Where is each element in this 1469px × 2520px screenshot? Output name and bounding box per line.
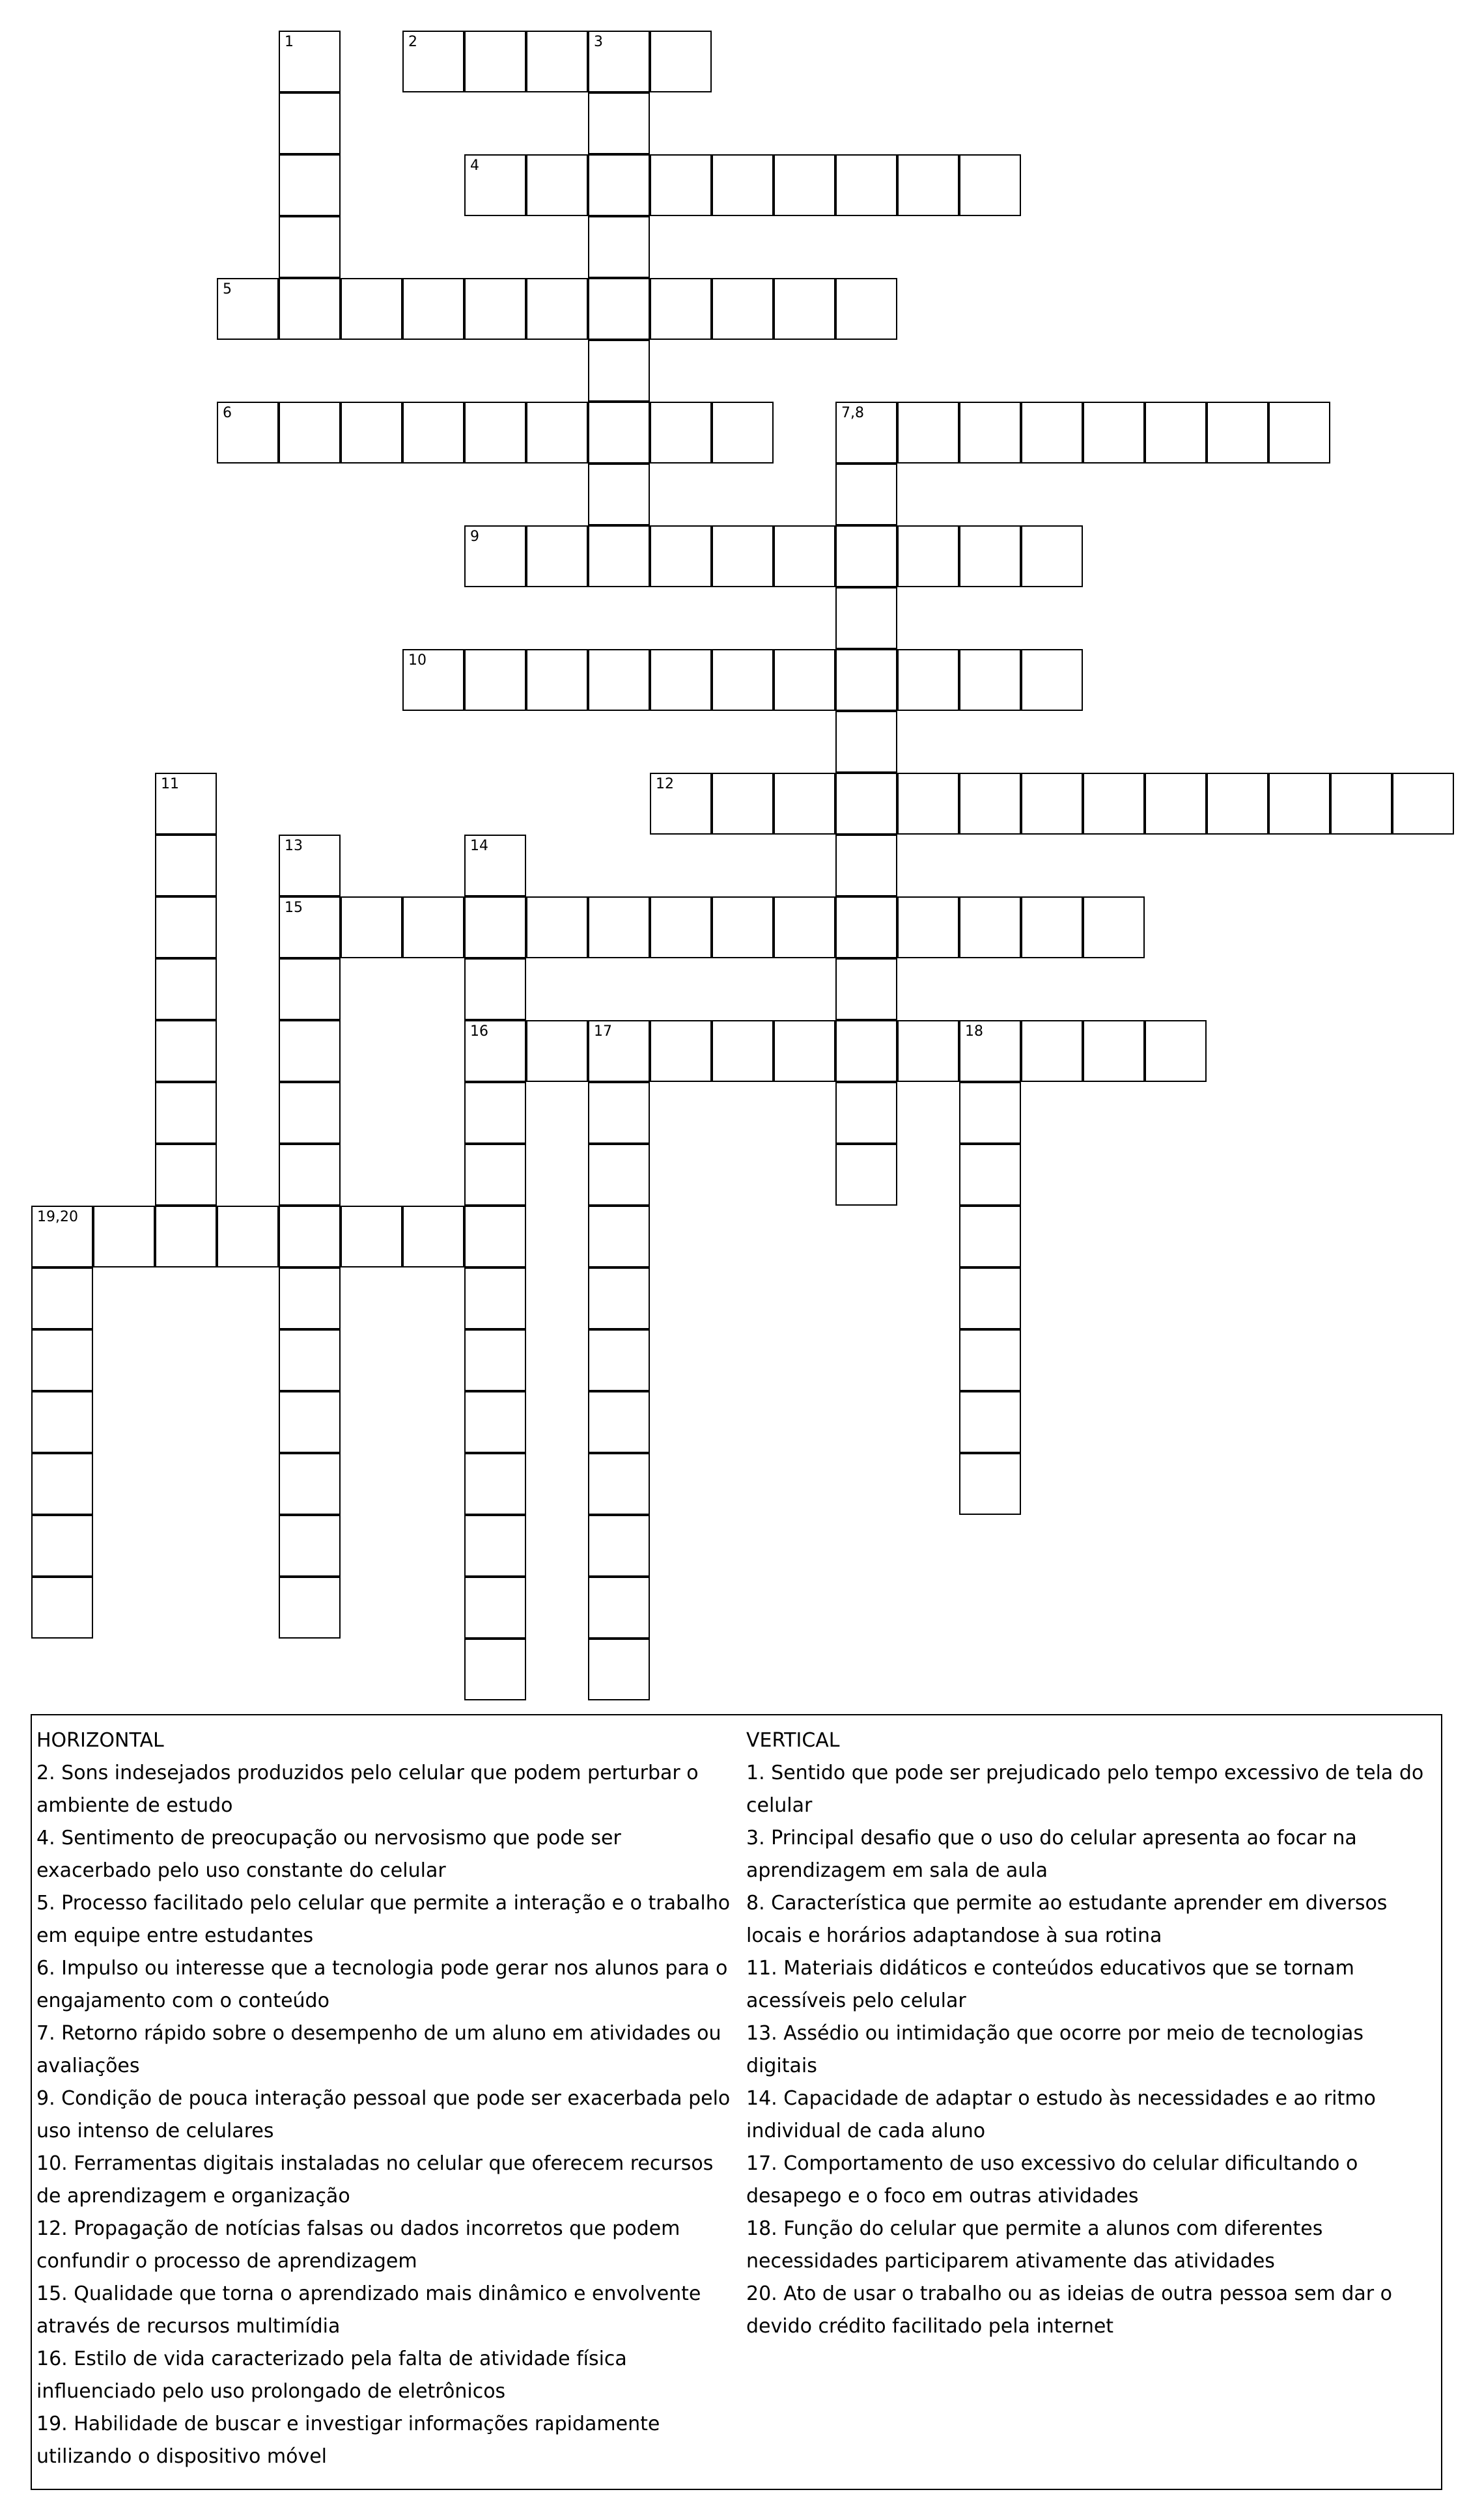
grid-cell[interactable]: [835, 649, 897, 711]
clue-h-4: 4. Sentimento de preocupação ou nervosismo que pode ser exacerbado pelo uso constante do celular: [36, 1827, 621, 1882]
grid-cell[interactable]: [279, 1329, 341, 1391]
clue-v-8: 8. Característica que permite ao estudante aprender em diversos locais e horários adaptandose à sua rotina: [746, 1892, 1388, 1947]
grid-cell[interactable]: [464, 1020, 526, 1082]
clue-h-2: 2. Sons indesejados produzidos pelo celular que podem perturbar o ambiente de estudo: [36, 1762, 699, 1817]
grid-cell[interactable]: [959, 1144, 1021, 1206]
grid-cell[interactable]: [526, 402, 588, 464]
grid-cell[interactable]: [835, 835, 897, 896]
grid-cell[interactable]: [588, 1020, 650, 1082]
grid-cell[interactable]: [588, 1515, 650, 1577]
grid-cell[interactable]: [464, 525, 526, 587]
grid-cell[interactable]: [835, 958, 897, 1020]
clue-number: 4: [470, 158, 479, 174]
grid-cell[interactable]: [897, 402, 959, 464]
grid-cell[interactable]: [897, 525, 959, 587]
grid-cell[interactable]: [279, 1453, 341, 1515]
grid-cell[interactable]: [650, 31, 712, 92]
grid-cell[interactable]: [155, 1020, 217, 1082]
grid-cell[interactable]: [835, 1082, 897, 1144]
grid-cell[interactable]: [464, 154, 526, 216]
grid-cell[interactable]: [1145, 773, 1207, 835]
grid-cell[interactable]: [1083, 773, 1145, 835]
grid-cell[interactable]: [712, 896, 774, 958]
grid-cell[interactable]: [402, 896, 464, 958]
clue-number: 9: [470, 529, 479, 545]
grid-cell[interactable]: [279, 1020, 341, 1082]
grid-cell[interactable]: [959, 1082, 1021, 1144]
clue-number: 3: [594, 34, 603, 50]
grid-cell[interactable]: [464, 1144, 526, 1206]
grid-cell[interactable]: [650, 278, 712, 340]
grid-cell[interactable]: [835, 464, 897, 525]
grid-cell[interactable]: [526, 649, 588, 711]
clue-number: 1: [285, 34, 294, 50]
grid-cell[interactable]: [774, 278, 835, 340]
grid-cell[interactable]: [1330, 773, 1392, 835]
clue-v-11: 11. Materiais didáticos e conteúdos educativos que se tornam acessíveis pelo celular: [746, 1957, 1354, 2012]
grid-cell[interactable]: [959, 525, 1021, 587]
grid-cell[interactable]: [835, 1020, 897, 1082]
grid-cell[interactable]: [31, 1267, 93, 1329]
grid-cell[interactable]: [1083, 402, 1145, 464]
grid-cell[interactable]: [464, 1206, 526, 1267]
grid-cell[interactable]: [588, 525, 650, 587]
grid-cell[interactable]: [959, 649, 1021, 711]
grid-cell[interactable]: [650, 896, 712, 958]
grid-cell[interactable]: [217, 278, 279, 340]
grid-cell[interactable]: [464, 1453, 526, 1515]
grid-cell[interactable]: [279, 896, 341, 958]
clue-number: 10: [408, 652, 427, 669]
clue-h-19: 19. Habilidade de buscar e investigar informações rapidamente utilizando o dispositivo móvel: [36, 2413, 660, 2468]
grid-cell[interactable]: [588, 1639, 650, 1700]
grid-cell[interactable]: [1083, 1020, 1145, 1082]
clue-h-5: 5. Processo facilitado pelo celular que permite a interação e o trabalho em equipe entre estudantes: [36, 1892, 731, 1947]
clue-number: 18: [965, 1023, 983, 1040]
grid-cell[interactable]: [774, 649, 835, 711]
clue-v-1: 1. Sentido que pode ser prejudicado pelo tempo excessivo de tela do celular: [746, 1762, 1424, 1817]
grid-cell[interactable]: [526, 525, 588, 587]
clue-h-6: 6. Impulso ou interesse que a tecnologia pode gerar nos alunos para o engajamento com o conteúdo: [36, 1957, 728, 2012]
grid-cell[interactable]: [835, 154, 897, 216]
grid-cell[interactable]: [526, 1020, 588, 1082]
clue-h-10: 10. Ferramentas digitais instaladas no celular que oferecem recursos de aprendizagem e organização: [36, 2152, 714, 2208]
grid-cell[interactable]: [526, 154, 588, 216]
grid-cell[interactable]: [897, 649, 959, 711]
grid-cell[interactable]: [279, 1267, 341, 1329]
grid-cell[interactable]: [464, 649, 526, 711]
grid-cell[interactable]: [402, 402, 464, 464]
grid-cell[interactable]: [464, 1082, 526, 1144]
grid-cell[interactable]: [279, 1577, 341, 1639]
grid-cell[interactable]: [279, 1082, 341, 1144]
grid-cell[interactable]: [959, 402, 1021, 464]
grid-cell[interactable]: [155, 835, 217, 896]
grid-cell[interactable]: [1021, 1020, 1083, 1082]
grid-cell[interactable]: [402, 1206, 464, 1267]
clue-h-9: 9. Condição de pouca interação pessoal que pode ser exacerbada pelo uso intenso de celulares: [36, 2087, 731, 2142]
grid-cell[interactable]: [279, 1391, 341, 1453]
grid-cell[interactable]: [1392, 773, 1454, 835]
grid-cell[interactable]: [774, 1020, 835, 1082]
clue-number: 7,8: [841, 405, 864, 421]
grid-cell[interactable]: [1268, 773, 1330, 835]
grid-cell[interactable]: [341, 896, 402, 958]
grid-cell[interactable]: [155, 1144, 217, 1206]
grid-cell[interactable]: [31, 1453, 93, 1515]
grid-cell[interactable]: [588, 1206, 650, 1267]
grid-cell[interactable]: [774, 154, 835, 216]
grid-cell[interactable]: [464, 958, 526, 1020]
grid-cell[interactable]: [959, 1206, 1021, 1267]
grid-cell[interactable]: [279, 1515, 341, 1577]
grid-cell[interactable]: [341, 278, 402, 340]
grid-cell[interactable]: [897, 896, 959, 958]
grid-cell[interactable]: [835, 711, 897, 773]
grid-cell[interactable]: [588, 1329, 650, 1391]
grid-cell[interactable]: [217, 1206, 279, 1267]
grid-cell[interactable]: [464, 402, 526, 464]
clue-number: 2: [408, 34, 417, 50]
clue-number: 16: [470, 1023, 488, 1040]
grid-cell[interactable]: [464, 896, 526, 958]
grid-cell[interactable]: [835, 587, 897, 649]
grid-cell[interactable]: [279, 1206, 341, 1267]
grid-cell[interactable]: [959, 1453, 1021, 1515]
grid-cell[interactable]: [155, 773, 217, 835]
clue-number: 17: [594, 1023, 612, 1040]
grid-cell[interactable]: [1021, 525, 1083, 587]
grid-cell[interactable]: [155, 1082, 217, 1144]
clue-number: 13: [285, 838, 303, 854]
grid-cell[interactable]: [835, 1144, 897, 1206]
grid-cell[interactable]: [650, 1020, 712, 1082]
grid-cell[interactable]: [712, 154, 774, 216]
grid-cell[interactable]: [1021, 896, 1083, 958]
clue-v-18: 18. Função do celular que permite a alunos com diferentes necessidades participarem ativamente das atividades: [746, 2217, 1323, 2273]
grid-cell[interactable]: [588, 649, 650, 711]
grid-cell[interactable]: [464, 1515, 526, 1577]
grid-cell[interactable]: [1021, 773, 1083, 835]
clue-v-14: 14. Capacidade de adaptar o estudo às necessidades e ao ritmo individual de cada aluno: [746, 2087, 1376, 2142]
grid-cell[interactable]: [1083, 896, 1145, 958]
grid-cell[interactable]: [650, 649, 712, 711]
grid-cell[interactable]: [712, 1020, 774, 1082]
grid-cell[interactable]: [341, 402, 402, 464]
clue-h-12: 12. Propagação de notícias falsas ou dados incorretos que podem confundir o processo de aprendizagem: [36, 2217, 680, 2273]
clue-number: 14: [470, 838, 488, 854]
grid-cell[interactable]: [650, 773, 712, 835]
clue-number: 6: [223, 405, 232, 421]
grid-cell[interactable]: [464, 1391, 526, 1453]
grid-cell[interactable]: [588, 92, 650, 154]
clue-v-3: 3. Principal desafio que o uso do celular apresenta ao focar na aprendizagem em sala de aula: [746, 1827, 1357, 1882]
grid-cell[interactable]: [835, 402, 897, 464]
grid-cell[interactable]: [526, 31, 588, 92]
grid-cell[interactable]: [464, 1577, 526, 1639]
grid-cell[interactable]: [279, 154, 341, 216]
grid-cell[interactable]: [464, 1267, 526, 1329]
clue-v-20: 20. Ato de usar o trabalho ou as ideias de outra pessoa sem dar o devido crédito facilitado pela internet: [746, 2282, 1392, 2338]
grid-cell[interactable]: [588, 1453, 650, 1515]
grid-cell[interactable]: [650, 154, 712, 216]
grid-cell[interactable]: [1021, 402, 1083, 464]
grid-cell[interactable]: [1207, 773, 1268, 835]
clue-number: 19,20: [37, 1209, 78, 1225]
grid-cell[interactable]: [588, 1577, 650, 1639]
grid-cell[interactable]: [588, 1082, 650, 1144]
grid-cell[interactable]: [835, 278, 897, 340]
clue-number: 15: [285, 900, 303, 916]
grid-cell[interactable]: [835, 525, 897, 587]
grid-cell[interactable]: [526, 278, 588, 340]
grid-cell[interactable]: [712, 402, 774, 464]
grid-cell[interactable]: [31, 1329, 93, 1391]
grid-cell[interactable]: [897, 773, 959, 835]
grid-cell[interactable]: [402, 31, 464, 92]
grid-cell[interactable]: [588, 216, 650, 278]
grid-cell[interactable]: [93, 1206, 155, 1267]
grid-cell[interactable]: [588, 1391, 650, 1453]
clue-number: 11: [161, 776, 179, 792]
clue-h-16: 16. Estilo de vida caracterizado pela falta de atividade física influenciado pelo uso prolongado de eletrônicos: [36, 2347, 627, 2403]
grid-cell[interactable]: [402, 649, 464, 711]
grid-cell[interactable]: [155, 958, 217, 1020]
grid-cell[interactable]: [464, 31, 526, 92]
grid-cell[interactable]: [31, 1391, 93, 1453]
grid-cell[interactable]: [588, 154, 650, 216]
grid-cell[interactable]: [1021, 649, 1083, 711]
grid-cell[interactable]: [31, 1206, 93, 1267]
clue-h-15: 15. Qualidade que torna o aprendizado mais dinâmico e envolvente através de recursos multimídia: [36, 2282, 701, 2338]
grid-cell[interactable]: [279, 31, 341, 92]
grid-cell[interactable]: [959, 1329, 1021, 1391]
clue-number: 5: [223, 281, 232, 298]
grid-cell[interactable]: [588, 402, 650, 464]
vertical-clues: [746, 1724, 1430, 2343]
grid-cell[interactable]: [155, 1206, 217, 1267]
grid-cell[interactable]: [464, 278, 526, 340]
grid-cell[interactable]: [650, 402, 712, 464]
grid-cell[interactable]: [1145, 402, 1207, 464]
grid-cell[interactable]: [31, 1515, 93, 1577]
grid-cell[interactable]: [959, 1020, 1021, 1082]
grid-cell[interactable]: [1268, 402, 1330, 464]
grid-cell[interactable]: [341, 1206, 402, 1267]
grid-cell[interactable]: [279, 402, 341, 464]
grid-cell[interactable]: [1145, 1020, 1207, 1082]
clues-box: [31, 1714, 1442, 2490]
clue-h-7: 7. Retorno rápido sobre o desempenho de um aluno em atividades ou avaliações: [36, 2022, 721, 2077]
grid-cell[interactable]: [897, 1020, 959, 1082]
grid-cell[interactable]: [588, 340, 650, 402]
grid-cell[interactable]: [402, 278, 464, 340]
grid-cell[interactable]: [712, 525, 774, 587]
grid-cell[interactable]: [279, 1144, 341, 1206]
grid-cell[interactable]: [712, 773, 774, 835]
grid-cell[interactable]: [588, 1144, 650, 1206]
vertical-heading: VERTICAL: [746, 1729, 840, 1752]
grid-cell[interactable]: [959, 773, 1021, 835]
grid-cell[interactable]: [217, 402, 279, 464]
grid-cell[interactable]: [279, 216, 341, 278]
grid-cell[interactable]: [959, 1391, 1021, 1453]
grid-cell[interactable]: [155, 896, 217, 958]
grid-cell[interactable]: [1207, 402, 1268, 464]
grid-cell[interactable]: [959, 1267, 1021, 1329]
grid-cell[interactable]: [279, 278, 341, 340]
grid-cell[interactable]: [464, 835, 526, 896]
grid-cell[interactable]: [835, 896, 897, 958]
grid-cell[interactable]: [959, 154, 1021, 216]
grid-cell[interactable]: [650, 525, 712, 587]
grid-cell[interactable]: [464, 1639, 526, 1700]
grid-cell[interactable]: [712, 278, 774, 340]
grid-cell[interactable]: [712, 649, 774, 711]
grid-cell[interactable]: [279, 92, 341, 154]
grid-cell[interactable]: [959, 896, 1021, 958]
grid-cell[interactable]: [588, 278, 650, 340]
grid-cell[interactable]: [464, 1329, 526, 1391]
grid-cell[interactable]: [774, 773, 835, 835]
grid-cell[interactable]: [774, 896, 835, 958]
grid-cell[interactable]: [835, 773, 897, 835]
grid-cell[interactable]: [588, 31, 650, 92]
clue-v-13: 13. Assédio ou intimidação que ocorre por meio de tecnologias digitais: [746, 2022, 1364, 2077]
grid-cell[interactable]: [588, 896, 650, 958]
grid-cell[interactable]: [774, 525, 835, 587]
clue-v-17: 17. Comportamento de uso excessivo do celular dificultando o desapego e o foco em outras atividades: [746, 2152, 1358, 2208]
clue-number: 12: [656, 776, 674, 792]
grid-cell[interactable]: [588, 1267, 650, 1329]
grid-cell[interactable]: [588, 464, 650, 525]
grid-cell[interactable]: [526, 896, 588, 958]
grid-cell[interactable]: [897, 154, 959, 216]
horizontal-heading: HORIZONTAL: [36, 1729, 164, 1752]
grid-cell[interactable]: [279, 835, 341, 896]
grid-cell[interactable]: [31, 1577, 93, 1639]
grid-cell[interactable]: [279, 958, 341, 1020]
horizontal-clues: [36, 1724, 740, 2473]
